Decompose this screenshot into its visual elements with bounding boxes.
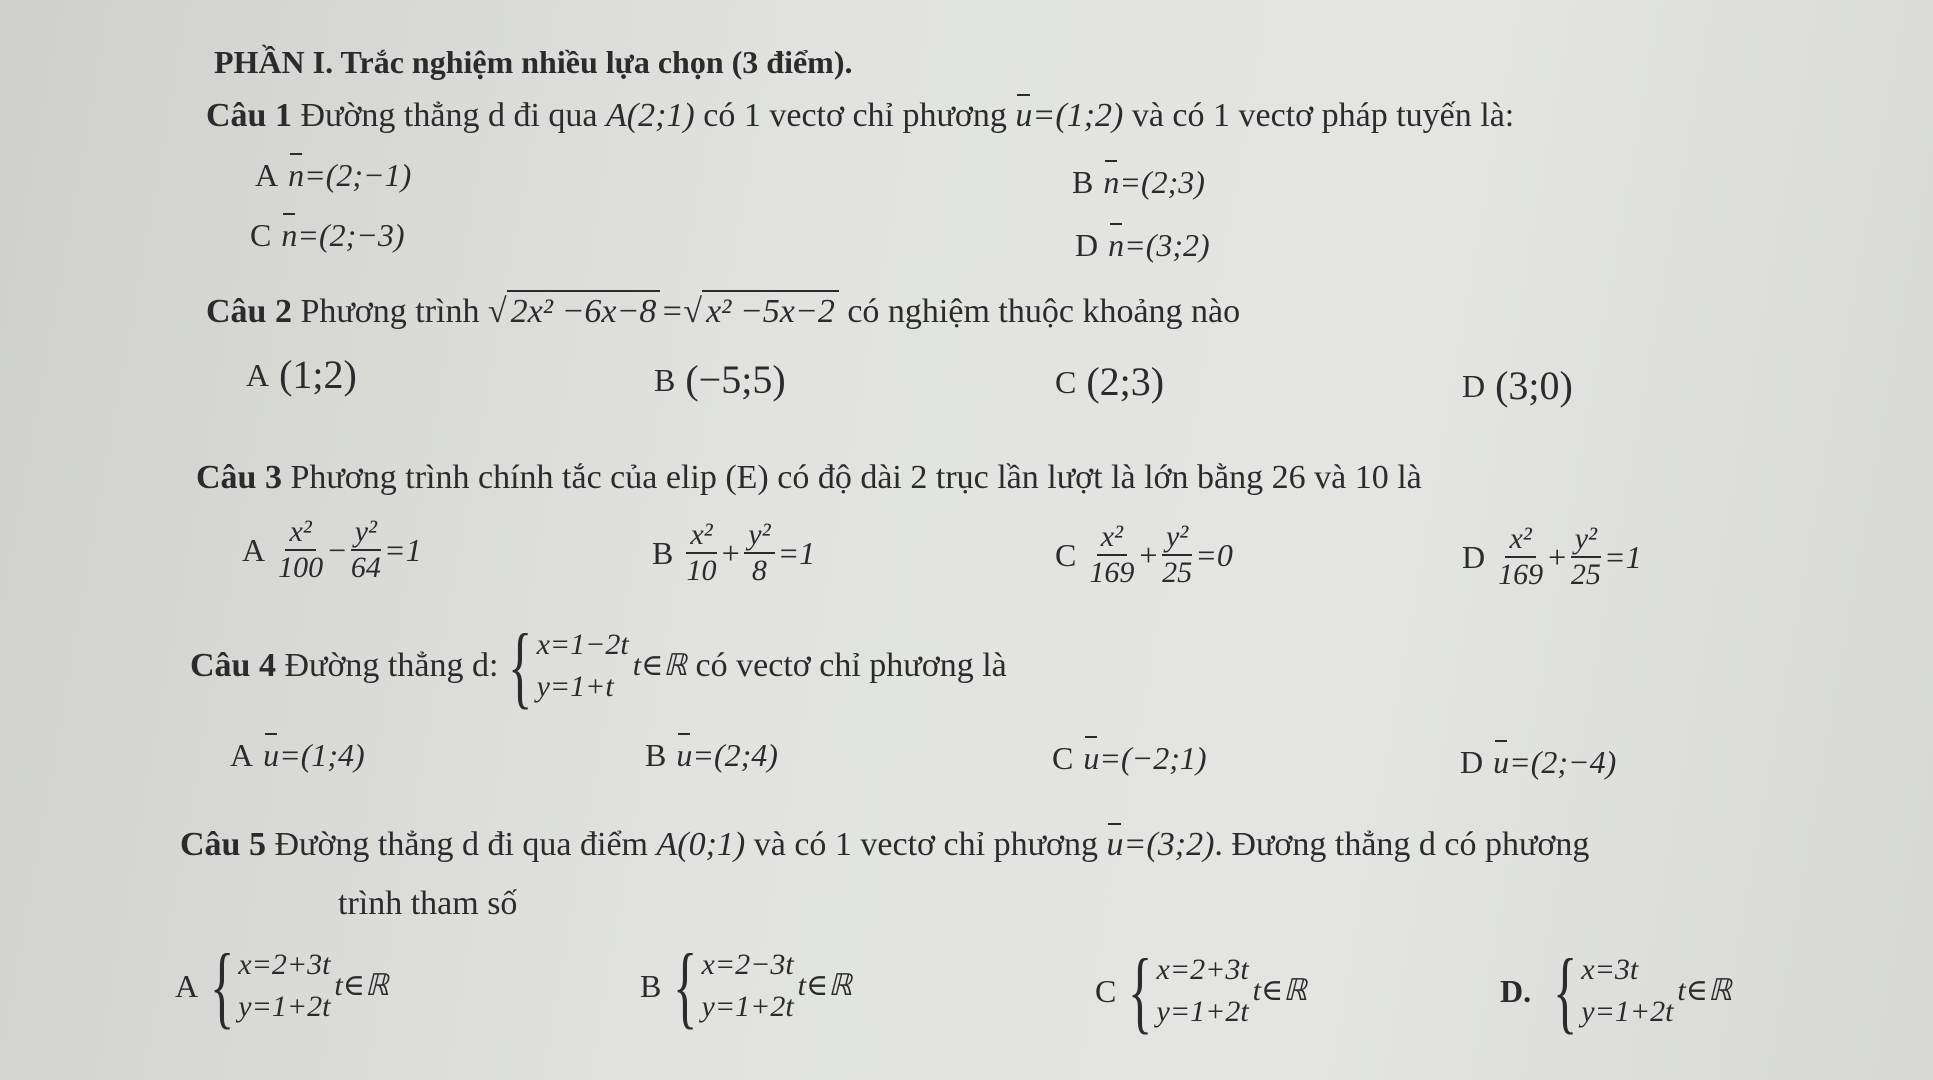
option-label: D: [1462, 539, 1486, 575]
q5-label: Câu 5: [180, 826, 266, 863]
fraction: $\frac{\text{y²}}{25}$: [1570, 522, 1601, 591]
fraction: $\frac{\text{x²}}{10}$: [686, 518, 717, 587]
q3-text: Phương trình chính tắc của elip (E) có độ dài 2 trục lần lượt là lớn bằng 26 và 10 là: [290, 459, 1422, 496]
question-1: [206, 96, 1514, 136]
option-label: A: [242, 532, 266, 568]
question-3: [196, 458, 1422, 498]
fraction: $\frac{\text{x²}}{169}$: [1089, 520, 1135, 589]
option-label: B: [1072, 164, 1094, 200]
q2-option-d[interactable]: [1462, 363, 1573, 408]
option-value: =(3;2): [1124, 227, 1210, 263]
q4-domain: t∈ℝ: [632, 649, 688, 682]
option-value: =(2;−1): [304, 157, 412, 193]
fraction: $\frac{\text{x²}}{100}$: [278, 515, 324, 584]
option-value: =(1;4): [279, 737, 365, 773]
q5-text-d: trình tham số: [338, 885, 518, 922]
option-label: C: [1052, 740, 1074, 776]
question-2: Câu 2 Phương trình √ 2x² −6x−8 =√ x² −5x−2 có nghiệm thuộc khoảng nào: [206, 290, 1240, 332]
q5-option-c[interactable]: C { x=2+3t y=1+2t t∈ℝ: [1095, 940, 1307, 1042]
q5-point: A(0;1): [656, 826, 746, 863]
q2-rhs: x² −5x−2: [702, 290, 839, 332]
q1-text-c: và có 1 vectơ pháp tuyến là:: [1131, 97, 1515, 134]
option-vector: n: [281, 217, 298, 253]
q4-option-c[interactable]: [1052, 738, 1207, 778]
option-label: A: [230, 737, 254, 773]
q5-vector: u: [1106, 826, 1124, 863]
fraction: $\frac{\text{y²}}{25}$: [1162, 520, 1193, 589]
q4-label: Câu 4: [190, 647, 276, 684]
q4-text-a: Đường thẳng d:: [284, 647, 499, 684]
q4-row2: y=1+t: [536, 670, 614, 703]
q3-option-a[interactable]: A $\frac{\text{x²}}{100}$ − $\frac{\text{y²}}{64}$ =1: [242, 515, 422, 584]
q3-label: Câu 3: [196, 459, 282, 496]
q5-text-c: . Đương thẳng d có phương: [1214, 826, 1590, 863]
option-label: B: [645, 737, 667, 773]
q4-option-b[interactable]: [645, 735, 778, 775]
option-value: =(−2;1): [1099, 740, 1207, 776]
option-label: C: [1095, 973, 1117, 1009]
q2-text-b: có nghiệm thuộc khoảng nào: [847, 293, 1241, 330]
option-label: D: [1462, 368, 1486, 404]
q2-lhs: 2x² −6x−8: [507, 290, 661, 332]
q5-vector-value: =(3;2): [1123, 826, 1215, 863]
q3-option-b[interactable]: B $\frac{\text{x²}}{10}$ + $\frac{\text{y²}}{8}$ =1: [652, 518, 816, 587]
q4-system: { x=1−2t y=1+t t∈ℝ: [508, 615, 688, 717]
option-label: C: [1055, 364, 1077, 400]
q2-eq: =: [660, 293, 684, 330]
option-value: =(2;3): [1119, 164, 1205, 200]
q5-text-b: và có 1 vectơ chỉ phương: [753, 826, 1098, 863]
q2-label: Câu 2: [206, 293, 292, 330]
q5-option-a[interactable]: A { x=2+3t y=1+2t t∈ℝ: [175, 935, 389, 1037]
option-value: (−5;5): [685, 357, 786, 402]
q1-option-b[interactable]: [1072, 162, 1205, 202]
q4-row1: x=1−2t: [536, 628, 629, 661]
fraction: $\frac{\text{x²}}{169}$: [1498, 522, 1544, 591]
fraction: $\frac{\text{y²}}{64}$: [350, 515, 381, 584]
option-label: B: [654, 362, 676, 398]
option-value: (2;3): [1086, 359, 1165, 404]
option-label: B: [640, 968, 662, 1004]
option-vector: n: [288, 157, 305, 193]
q5-text-a: Đường thẳng d đi qua điểm: [274, 826, 648, 863]
option-value: =(2;−3): [297, 217, 405, 253]
option-vector: n: [1103, 164, 1120, 200]
option-label: A: [246, 357, 270, 393]
q4-text-b: có vectơ chỉ phương là: [695, 647, 1007, 684]
option-label: A: [175, 968, 199, 1004]
option-label: D: [1075, 227, 1099, 263]
fraction: $\frac{\text{y²}}{8}$: [744, 518, 774, 588]
q2-option-c[interactable]: [1055, 359, 1165, 404]
option-label: D.: [1500, 973, 1532, 1009]
q1-text-a: Đường thẳng d đi qua: [300, 97, 598, 134]
option-label: D: [1460, 744, 1484, 780]
q1-point: A(2;1): [606, 97, 695, 134]
option-vector: u: [263, 737, 280, 773]
q1-vector-value: =(1;2): [1032, 97, 1124, 134]
q1-label: Câu 1: [206, 97, 292, 134]
option-label: A: [255, 157, 279, 193]
option-value: =(2;4): [692, 737, 778, 773]
q5-option-b[interactable]: B { x=2−3t y=1+2t t∈ℝ: [640, 935, 852, 1037]
option-label: C: [1055, 537, 1077, 573]
q1-text-b: có 1 vectơ chỉ phương: [703, 97, 1007, 134]
q1-vector: u: [1015, 97, 1033, 134]
q3-option-d[interactable]: D $\frac{\text{x²}}{169}$ + $\frac{\text{y²}}{25}$ =1: [1462, 522, 1642, 591]
q2-text-a: Phương trình: [300, 293, 480, 330]
option-vector: u: [1083, 740, 1100, 776]
q5-option-d[interactable]: D. { x=3t y=1+2t t∈ℝ: [1500, 940, 1732, 1042]
option-vector: u: [1493, 744, 1510, 780]
option-value: =(2;−4): [1509, 744, 1617, 780]
q4-option-d[interactable]: [1460, 742, 1616, 782]
option-value: (1;2): [279, 352, 357, 397]
option-value: (3;0): [1495, 363, 1573, 408]
option-vector: u: [676, 737, 693, 773]
option-vector: n: [1108, 227, 1125, 263]
q3-option-c[interactable]: C $\frac{\text{x²}}{169}$ + $\frac{\text{y²}}{25}$ =0: [1055, 520, 1233, 589]
question-4: [190, 615, 1007, 717]
part-title: PHẦN I. Trắc nghiệm nhiều lựa chọn (3 điểm).: [214, 44, 853, 80]
q2-option-a[interactable]: [246, 352, 357, 397]
question-5: [180, 825, 1589, 865]
option-label: C: [250, 217, 272, 253]
q1-option-d[interactable]: [1075, 225, 1210, 265]
q4-option-a[interactable]: [230, 735, 365, 775]
q1-option-a[interactable]: [255, 155, 411, 195]
option-label: B: [652, 535, 674, 571]
q2-option-b[interactable]: [654, 357, 786, 402]
q1-option-c[interactable]: [250, 215, 405, 255]
